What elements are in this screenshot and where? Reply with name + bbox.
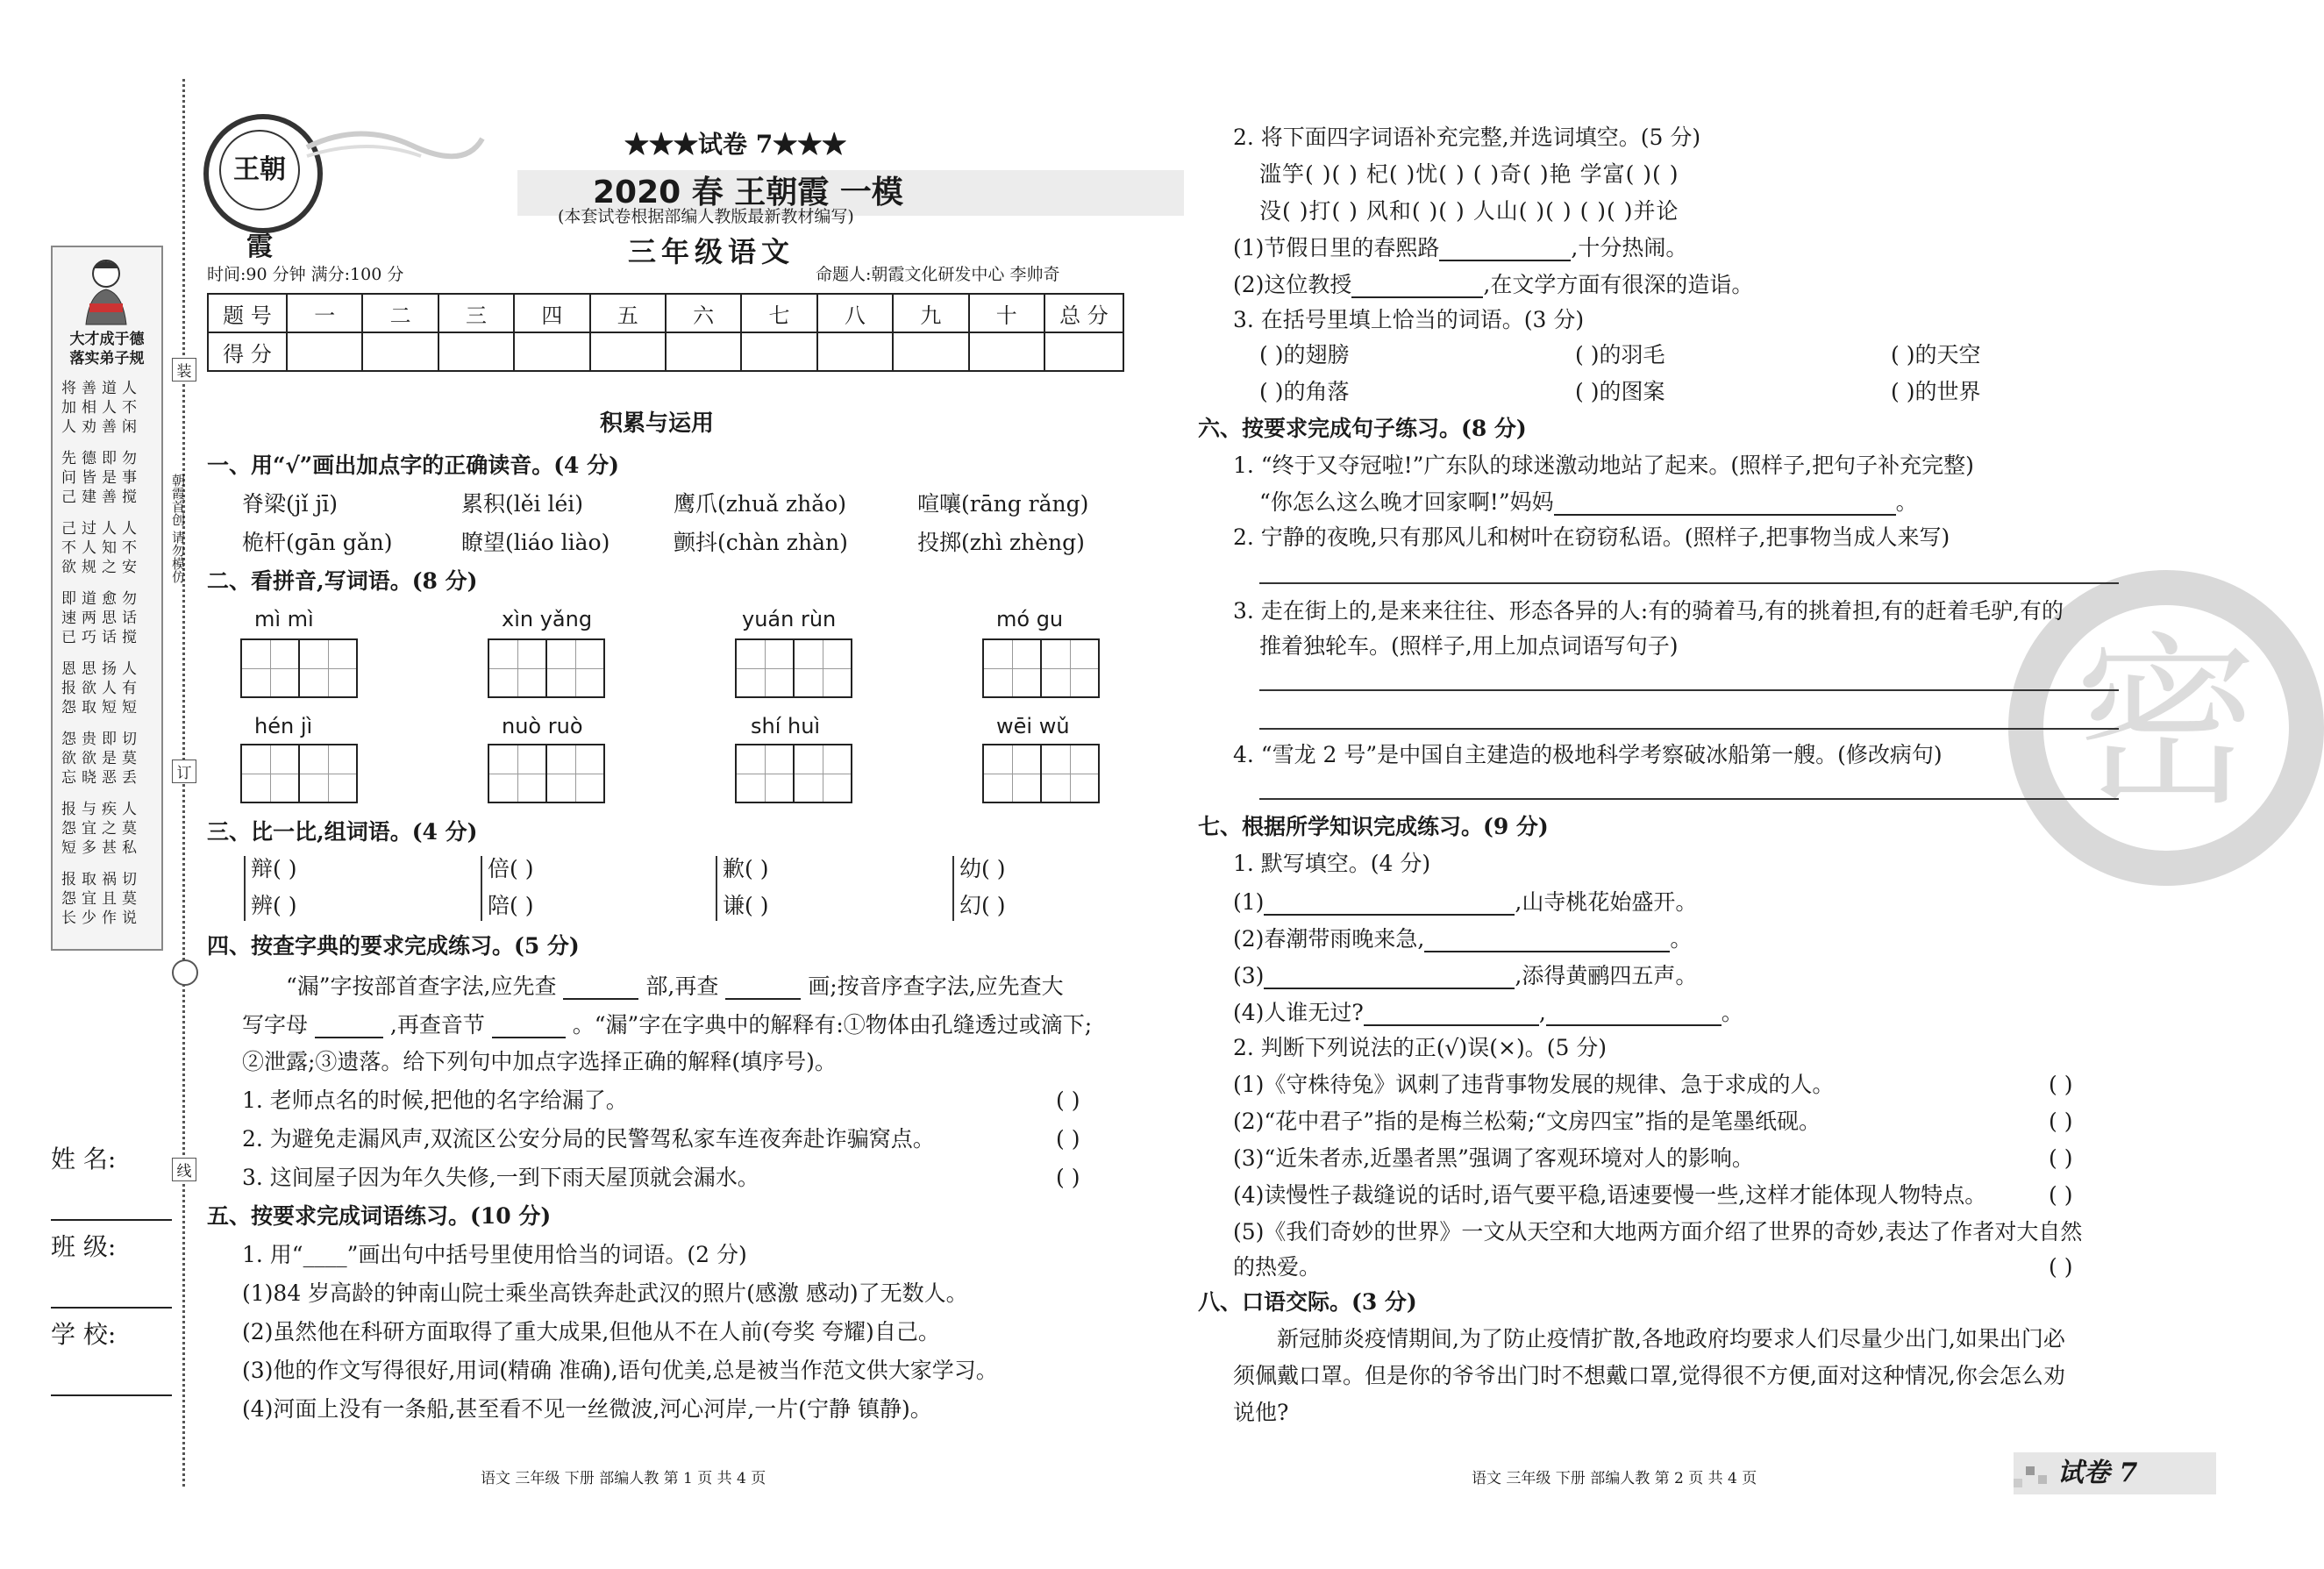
q1-title: 一、用“√”画出加点字的正确读音。(4 分) — [207, 453, 619, 478]
q1-item[interactable]: 喧嚷(rāng rǎng) — [917, 491, 1089, 517]
table-head: 总 分 — [1044, 294, 1123, 332]
writing-grid[interactable] — [488, 744, 605, 803]
q5-phrase[interactable]: ( )的翅膀 — [1259, 342, 1350, 367]
q1-item[interactable]: 桅杆(gān gǎn) — [242, 530, 393, 555]
q6-item: 2. 宁静的夜晚,只有那风儿和树叶在窃窃私语。(照样子,把事物当成人来写) — [1233, 524, 1950, 550]
name-field[interactable] — [51, 1140, 175, 1228]
q5-text: ,十分热闹。 — [1571, 235, 1688, 260]
table-head: 十 — [969, 294, 1044, 332]
motto-line: 长少作说 — [61, 909, 142, 927]
answer-paren[interactable]: ( ) — [2049, 1072, 2073, 1097]
score-cell[interactable] — [590, 332, 666, 371]
q5-title: 五、按要求完成词语练习。(10 分) — [207, 1203, 552, 1229]
motto-line: 不人知不 — [61, 539, 142, 557]
motto-line: 人劝善闲 — [61, 418, 142, 436]
answer-line[interactable] — [1259, 582, 2119, 584]
motto-line: 欲规之安 — [61, 559, 142, 576]
paper-badge-text: 试卷 7 — [2057, 1458, 2138, 1488]
pinyin-label: xìn yǎng — [502, 607, 593, 631]
q5-text: (1)节假日里的春熙路 — [1233, 235, 1440, 260]
answer-paren[interactable]: ( ) — [2049, 1145, 2073, 1171]
poem-blank[interactable] — [1546, 998, 1722, 1026]
seal-char: 密 — [2073, 616, 2258, 831]
name-label: 姓 名: — [51, 1145, 117, 1173]
brand-logo — [203, 114, 323, 262]
q6-item: 1. “终于又夺冠啦!”广东队的球迷激动地站了起来。(照样子,把句子补充完整) — [1233, 453, 1974, 478]
motto-line: 怨取短短 — [61, 699, 142, 717]
slogan-line-1: 大才成于德 — [69, 331, 145, 348]
writing-grid[interactable] — [735, 744, 852, 803]
q1-item[interactable]: 投掷(zhì zhèng) — [917, 530, 1085, 555]
q3-pair-item[interactable]: 辩( ) — [251, 856, 297, 881]
q4-text: 部,再查 — [645, 973, 719, 999]
q5-item[interactable]: (2)虽然他在科研方面取得了重大成果,但他从不在人前(夸奖 夸耀)自己。 — [242, 1319, 940, 1344]
q5-idiom-row[interactable]: 没( )打( ) 风和( )( ) 人山( )( ) ( )( )并论 — [1259, 198, 1679, 224]
q7-text: (1) — [1233, 889, 1265, 915]
answer-paren[interactable]: ( ) — [2049, 1109, 2073, 1134]
writing-grid[interactable] — [240, 744, 358, 803]
q3-pair-item[interactable]: 倍( ) — [488, 856, 534, 881]
motto-line: 加相人不 — [61, 399, 142, 417]
q7-title: 七、根据所学知识完成练习。(9 分) — [1198, 814, 1549, 839]
ribbon-decoration — [307, 121, 482, 174]
motto-line: 将善道人 — [61, 380, 142, 397]
q4-text: 。“漏”字在字典中的解释有:①物体由孔缝透过或滴下; — [572, 1012, 1093, 1038]
q4-text: “漏”字按部首查字法,应先查 — [286, 973, 557, 999]
subtitle: (本套试卷根据部编人教版最新教材编写) — [558, 207, 854, 226]
q3-pair-item[interactable]: 谦( ) — [723, 893, 769, 918]
pinyin-label: mó gu — [996, 607, 1064, 631]
score-cell[interactable] — [438, 332, 514, 371]
q6-blank[interactable] — [1554, 488, 1896, 516]
judge-item: (5)《我们奇妙的世界》一文从天空和大地两方面介绍了世界的奇妙,表达了作者对大自然 — [1233, 1219, 2083, 1245]
motto-line: 忘晓恶丢 — [61, 769, 142, 787]
judge-item: (4)读慢性子裁缝说的话时,语气要平稳,语速要慢一些,这样才能体现人物特点。 — [1233, 1182, 1987, 1208]
q4-blank[interactable] — [563, 972, 638, 1000]
q6-text: “你怎么这么晚才回家啊!”妈妈 — [1259, 489, 1554, 515]
q3-pair-item[interactable]: 辨( ) — [251, 893, 297, 918]
motto-line: 已巧话搅 — [61, 629, 142, 646]
motto-line: 怨宜且莫 — [61, 890, 142, 908]
q7-text: ,山寺桃花始盛开。 — [1515, 889, 1698, 915]
q7-sub2: 2. 判断下列说法的正(√)误(×)。(5 分) — [1233, 1035, 1608, 1060]
cut-mark: 订 — [172, 760, 196, 783]
table-head: 一 — [287, 294, 362, 332]
q8-paragraph: 新冠肺炎疫情期间,为了防止疫情扩散,各地政府均要求人们尽量少出门,如果出门必 — [1277, 1326, 2065, 1351]
page-footer-left: 语文 三年级 下册 部编人教 第 1 页 共 4 页 — [481, 1470, 766, 1487]
q1-item[interactable]: 鹰爪(zhuǎ zhǎo) — [674, 491, 846, 517]
poem-blank[interactable] — [1264, 888, 1515, 916]
q4-blank[interactable] — [492, 1010, 566, 1038]
score-cell[interactable] — [287, 332, 362, 371]
school-label: 学 校: — [51, 1320, 117, 1349]
table-head: 五 — [590, 294, 666, 332]
q4-text: ,再查音节 — [389, 1012, 485, 1038]
q5-blank[interactable] — [1439, 233, 1571, 261]
score-table-head-row — [208, 294, 1123, 332]
page-footer-right: 语文 三年级 下册 部编人教 第 2 页 共 4 页 — [1472, 1470, 1757, 1487]
q4-title: 四、按查字典的要求完成练习。(5 分) — [207, 933, 580, 959]
author: 命题人:朝霞文化研发中心 李帅奇 — [816, 265, 1060, 284]
judge-item: (3)“近朱者赤,近墨者黑”强调了客观环境对人的影响。 — [1233, 1145, 1754, 1171]
q6-item: 3. 走在街上的,是来来往往、形态各异的人:有的骑着马,有的挑着担,有的赶着毛驴,有的 — [1233, 598, 2064, 624]
q1-item[interactable]: 累积(lěi léi) — [461, 491, 584, 517]
subject-title: 三年级语文 — [628, 235, 795, 268]
motto-line: 怨贵即切 — [61, 731, 142, 748]
poem-blank[interactable] — [1364, 998, 1539, 1026]
q5-blank[interactable] — [1351, 270, 1483, 298]
q6-answer-line: “你怎么这么晚才回家啊!”妈妈 。 — [1259, 489, 1918, 515]
answer-paren[interactable]: ( ) — [1056, 1165, 1080, 1190]
score-cell[interactable] — [817, 332, 893, 371]
motto-panel — [51, 246, 163, 951]
score-cell[interactable] — [741, 332, 816, 371]
q5-sub2: 2. 将下面四字词语补充完整,并选词填空。(5 分) — [1233, 125, 1701, 150]
q4-blank[interactable] — [725, 972, 801, 1000]
q6-title: 六、按要求完成句子练习。(8 分) — [1198, 416, 1527, 441]
score-cell[interactable] — [893, 332, 968, 371]
table-head: 题 号 — [208, 294, 287, 332]
writing-grid[interactable] — [982, 638, 1100, 698]
q4-item: 1. 老师点名的时候,把他的名字给漏了。 — [242, 1088, 628, 1113]
q5-idiom-row[interactable]: 滥竽( )( ) 杞( )忧( ) ( )奇( )艳 学富( )( ) — [1259, 161, 1679, 187]
answer-line[interactable] — [1259, 689, 2119, 691]
q4-text: ②泄露;③遗落。给下列句中加点字选择正确的解释(填序号)。 — [242, 1049, 837, 1074]
pinyin-label: nuò ruò — [502, 714, 583, 738]
q1-item[interactable]: 瞭望(liáo liào) — [461, 530, 610, 555]
q5-phrase[interactable]: ( )的图案 — [1575, 379, 1665, 404]
poem-blank[interactable] — [1264, 961, 1515, 989]
q4-item: 2. 为避免走漏风声,双流区公安分局的民警驾私家车连夜奔赴诈骗窝点。 — [242, 1126, 935, 1152]
score-table-score-row — [208, 332, 1123, 371]
answer-line[interactable] — [1259, 798, 2119, 800]
judge-item: (2)“花中君子”指的是梅兰松菊;“文房四宝”指的是笔墨纸砚。 — [1233, 1109, 1821, 1134]
table-head: 八 — [817, 294, 893, 332]
q4-text: 画;按音序查字法,应先查大 — [808, 973, 1064, 999]
score-cell[interactable] — [362, 332, 438, 371]
poem-fill-line: (4)人谁无过? , 。 — [1233, 1000, 1743, 1025]
q4-paragraph-line — [286, 972, 1064, 1000]
school-field[interactable] — [51, 1316, 175, 1403]
q5-item[interactable]: (3)他的作文写得很好,用词(精确 准确),语句优美,总是被当作范文供大家学习。 — [242, 1358, 998, 1383]
punch-hole-icon — [172, 959, 198, 986]
brand-title: 2020 春 王朝霞 一模 — [593, 175, 903, 210]
judge-item-cont: 的热爱。 — [1233, 1254, 1322, 1280]
section-title: 积累与运用 — [600, 410, 715, 437]
q8-title: 八、口语交际。(3 分) — [1198, 1289, 1417, 1315]
q3-pair-item[interactable]: 歉( ) — [723, 856, 769, 881]
q3-pair-item[interactable]: 陪( ) — [488, 893, 534, 918]
poem-fill-line: (2)春潮带雨晚来急, 。 — [1233, 926, 1693, 952]
score-cell[interactable] — [1044, 332, 1123, 371]
motto-line: 怨宜之莫 — [61, 820, 142, 838]
pinyin-label: yuán rùn — [742, 607, 837, 631]
q5-sub3: 3. 在括号里填上恰当的词语。(3 分) — [1233, 307, 1585, 332]
vertical-note: 朝霞首创 请勿模仿 — [170, 474, 186, 583]
q5-item[interactable]: (1)84 岁高龄的钟南山院士乘坐高铁奔赴武汉的照片(感激 感动)了无数人。 — [242, 1280, 968, 1306]
cut-mark: 线 — [172, 1158, 196, 1181]
q3-pair-item[interactable]: 幼( ) — [959, 856, 1006, 881]
table-head: 三 — [438, 294, 514, 332]
paper-badge — [2014, 1452, 2216, 1494]
score-cell[interactable] — [969, 332, 1044, 371]
q5-phrase[interactable]: ( )的天空 — [1891, 342, 1981, 367]
q5-item[interactable]: (4)河面上没有一条船,甚至看不见一丝微波,河心河岸,一片(宁静 镇静)。 — [242, 1396, 932, 1422]
q6-item: 4. “雪龙 2 号”是中国自主建造的极地科学考察破冰船第一艘。(修改病句) — [1233, 742, 1943, 767]
q7-sub1: 1. 默写填空。(4 分) — [1233, 851, 1431, 876]
answer-line[interactable] — [1259, 728, 2119, 730]
table-head: 七 — [741, 294, 816, 332]
q4-blank[interactable] — [315, 1010, 383, 1038]
table-head: 六 — [666, 294, 741, 332]
q1-item[interactable]: 颤抖(chàn zhàn) — [674, 530, 848, 555]
q7-text: (3) — [1233, 963, 1265, 988]
motto-line: 问皆是事 — [61, 469, 142, 487]
q8-paragraph: 须佩戴口罩。但是你的爷爷出门时不想戴口罩,觉得很不方便,面对这种情况,你会怎么劝 — [1233, 1363, 2065, 1388]
motto-line: 欲欲是莫 — [61, 750, 142, 767]
motto-line: 报欲人有 — [61, 680, 142, 697]
q1-item[interactable]: 脊梁(jǐ jī) — [242, 491, 338, 517]
cut-mark: 装 — [172, 358, 196, 382]
time-score: 时间:90 分钟 满分:100 分 — [207, 265, 404, 284]
score-cell[interactable] — [514, 332, 589, 371]
motto-line: 报取祸切 — [61, 871, 142, 888]
answer-paren[interactable]: ( ) — [1056, 1126, 1080, 1152]
motto-line: 己建善搅 — [61, 489, 142, 506]
student-info — [51, 1140, 175, 1403]
q3-title: 三、比一比,组词语。(4 分) — [207, 819, 478, 845]
q5-phrase[interactable]: ( )的世界 — [1891, 379, 1981, 404]
class-label: 班 级: — [51, 1232, 117, 1261]
motto-line: 即道愈勿 — [61, 590, 142, 608]
q4-text: 写字母 — [242, 1012, 309, 1038]
q5-fill-line — [1233, 270, 1753, 298]
table-head: 二 — [362, 294, 438, 332]
writing-grid[interactable] — [240, 638, 358, 698]
pinyin-label: hén jì — [254, 714, 313, 738]
q7-text: (4)人谁无过? — [1233, 1000, 1364, 1025]
writing-grid[interactable] — [488, 638, 605, 698]
motto-line: 速两思话 — [61, 610, 142, 627]
motto-line: 先德即勿 — [61, 450, 142, 467]
answer-paren[interactable]: ( ) — [2049, 1182, 2073, 1208]
motto-line: 报与疾人 — [61, 801, 142, 818]
scholar-illustration — [77, 254, 135, 324]
pinyin-label: shí huì — [751, 714, 821, 738]
poem-fill-line — [1233, 961, 1697, 989]
q3-pair-item[interactable]: 幻( ) — [959, 893, 1006, 918]
class-field[interactable] — [51, 1228, 175, 1316]
score-cell[interactable] — [666, 332, 741, 371]
poem-fill-line — [1233, 888, 1697, 916]
q2-title: 二、看拼音,写词语。(8 分) — [207, 568, 478, 594]
writing-grid[interactable] — [982, 744, 1100, 803]
q4-item: 3. 这间屋子因为年久失修,一到下雨天屋顶就会漏水。 — [242, 1165, 759, 1190]
score-table — [207, 293, 1124, 372]
judge-item: (1)《守株待兔》讽刺了违背事物发展的规律、急于求成的人。 — [1233, 1072, 1835, 1097]
table-head: 九 — [893, 294, 968, 332]
pinyin-label: wēi wǔ — [996, 714, 1070, 738]
logo-text: 王朝霞 — [219, 130, 300, 210]
answer-paren[interactable]: ( ) — [2049, 1254, 2073, 1280]
table-head: 四 — [514, 294, 589, 332]
q5-fill-line — [1233, 233, 1687, 261]
q5-text: (2)这位教授 — [1233, 272, 1352, 297]
paper-number: ★★★试卷 7★★★ — [624, 130, 847, 159]
motto-line: 己过人人 — [61, 520, 142, 538]
motto-line: 恩思扬人 — [61, 660, 142, 678]
score-label: 得 分 — [208, 332, 287, 371]
motto-line: 短多甚私 — [61, 839, 142, 857]
poem-blank[interactable] — [1424, 924, 1670, 952]
q5-sub1: 1. 用“____”画出句中括号里使用恰当的词语。(2 分) — [242, 1242, 747, 1267]
q4-paragraph-line — [242, 1010, 1092, 1038]
q7-text: ,添得黄鹂四五声。 — [1515, 963, 1698, 988]
q5-phrase[interactable]: ( )的角落 — [1259, 379, 1350, 404]
pinyin-label: mì mì — [254, 607, 314, 631]
q8-paragraph: 说他? — [1233, 1400, 1289, 1425]
q5-phrase[interactable]: ( )的羽毛 — [1575, 342, 1665, 367]
q5-text: ,在文学方面有很深的造诣。 — [1483, 272, 1754, 297]
writing-grid[interactable] — [735, 638, 852, 698]
answer-paren[interactable]: ( ) — [1056, 1088, 1080, 1113]
q7-text: (2)春潮带雨晚来急, — [1233, 926, 1425, 952]
slogan-line-2: 落实弟子规 — [69, 350, 145, 367]
q6-item: 推着独轮车。(照样子,用上加点词语写句子) — [1259, 633, 1679, 659]
